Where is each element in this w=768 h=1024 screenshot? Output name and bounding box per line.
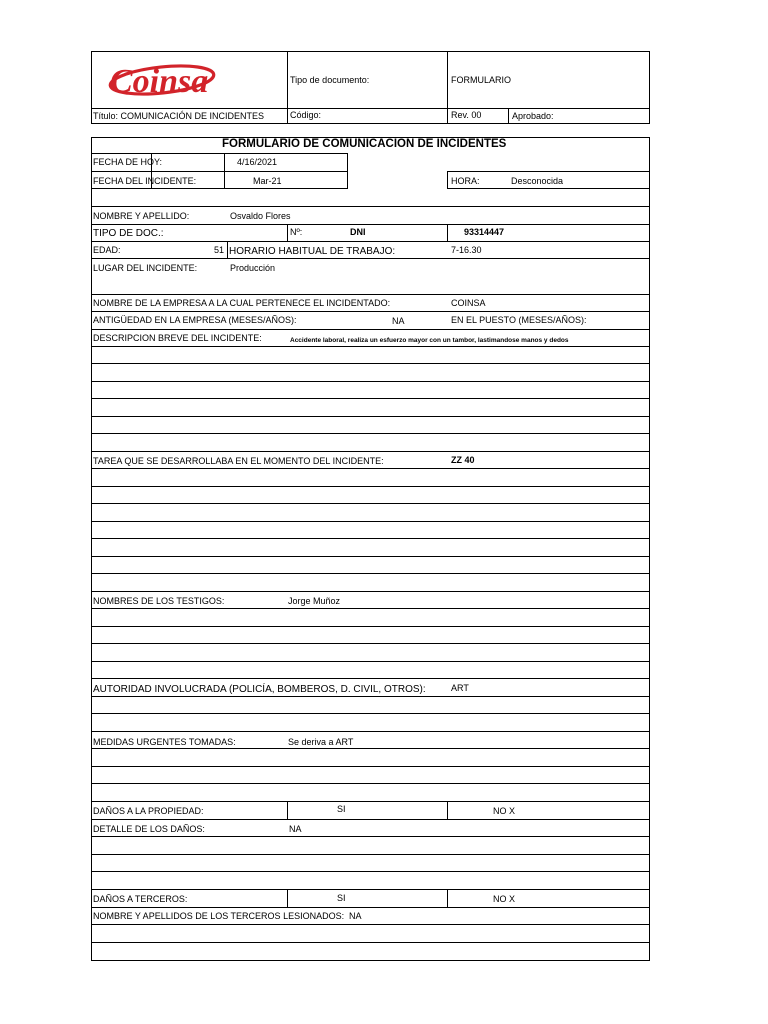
form-block [91,137,650,961]
edad-label: EDAD: [93,245,121,255]
danos-propiedad-label: DAÑOS A LA PROPIEDAD: [93,806,204,816]
antiguedad-label: ANTIGÜEDAD EN LA EMPRESA (MESES/AÑOS): [93,315,297,325]
empresa-label: NOMBRE DE LA EMPRESA A LA CUAL PERTENECE EL INCIDENTADO: [93,298,391,308]
autoridad-value[interactable]: ART [451,683,469,693]
medidas-label: MEDIDAS URGENTES TOMADAS: [93,737,236,747]
horario-value[interactable]: 7-16.30 [451,245,482,255]
danos-terceros-label: DAÑOS A TERCEROS: [93,894,188,904]
tipo-documento-label: Tipo de documento: [290,75,370,85]
puesto-label: EN EL PUESTO (MESES/AÑOS): [451,315,587,325]
lesionados-value[interactable]: NA [349,911,362,921]
tipo-doc-label: TIPO DE DOC.: [93,228,164,239]
medidas-value[interactable]: Se deriva a ART [288,737,354,747]
fecha-incidente-label: FECHA DEL INCIDENTE: [93,176,197,186]
antiguedad-value[interactable]: NA [392,316,405,326]
edad-value[interactable]: 51 [214,245,225,255]
danos-terceros-si[interactable]: SI [337,893,346,903]
form-title: FORMULARIO DE COMUNICACION DE INCIDENTES [222,138,507,150]
testigos-value[interactable]: Jorge Muñoz [288,596,341,606]
fecha-hoy-value[interactable]: 4/16/2021 [237,157,278,167]
logo-text: Coinsa [110,63,209,100]
descripcion-label: DESCRIPCION BREVE DEL INCIDENTE: [93,333,262,343]
danos-terceros-no[interactable]: NO X [493,894,516,904]
fecha-incidente-value[interactable]: Mar-21 [253,176,282,186]
tarea-label: TAREA QUE SE DESARROLLABA EN EL MOMENTO DEL INCIDENTE: [93,456,384,466]
nombre-value[interactable]: Osvaldo Flores [230,211,291,221]
hora-label: HORA: [451,176,480,186]
nombre-label: NOMBRE Y APELLIDO: [93,211,190,221]
document-title: Título: COMUNICACIÓN DE INCIDENTES [93,111,265,121]
lugar-value[interactable]: Producción [230,263,276,273]
testigos-label: NOMBRES DE LOS TESTIGOS: [93,596,225,606]
tarea-value[interactable]: ZZ 40 [451,455,475,465]
coinsa-logo [104,58,270,100]
revision: Rev. 00 [451,110,482,120]
aprobado-label: Aprobado: [512,111,554,121]
detalle-value[interactable]: NA [289,824,302,834]
descripcion-value[interactable]: Accidente laboral, realiza un esfuerzo mayor con un tambor, lastimandose manos y dedos [290,337,569,344]
empresa-value[interactable]: COINSA [451,298,486,308]
lugar-label: LUGAR DEL INCIDENTE: [93,263,198,273]
lesionados-label: NOMBRE Y APELLIDOS DE LOS TERCEROS LESIONADOS: [93,911,345,921]
detalle-label: DETALLE DE LOS DAÑOS: [93,824,205,834]
nro-label: Nº: [290,227,303,237]
autoridad-label: AUTORIDAD INVOLUCRADA (POLICÍA, BOMBEROS, D. CIVIL, OTROS): [93,684,426,695]
fecha-hoy-label: FECHA DE HOY: [93,157,163,167]
hora-value[interactable]: Desconocida [511,176,564,186]
danos-propiedad-no[interactable]: NO X [493,806,516,816]
tipo-doc-value[interactable]: DNI [350,227,366,237]
horario-label: HORARIO HABITUAL DE TRABAJO: [229,246,396,257]
nro-value[interactable]: 93314447 [464,227,505,237]
codigo-label: Código: [290,110,322,120]
tipo-documento-value: FORMULARIO [451,75,512,85]
danos-propiedad-si[interactable]: SI [337,804,346,814]
